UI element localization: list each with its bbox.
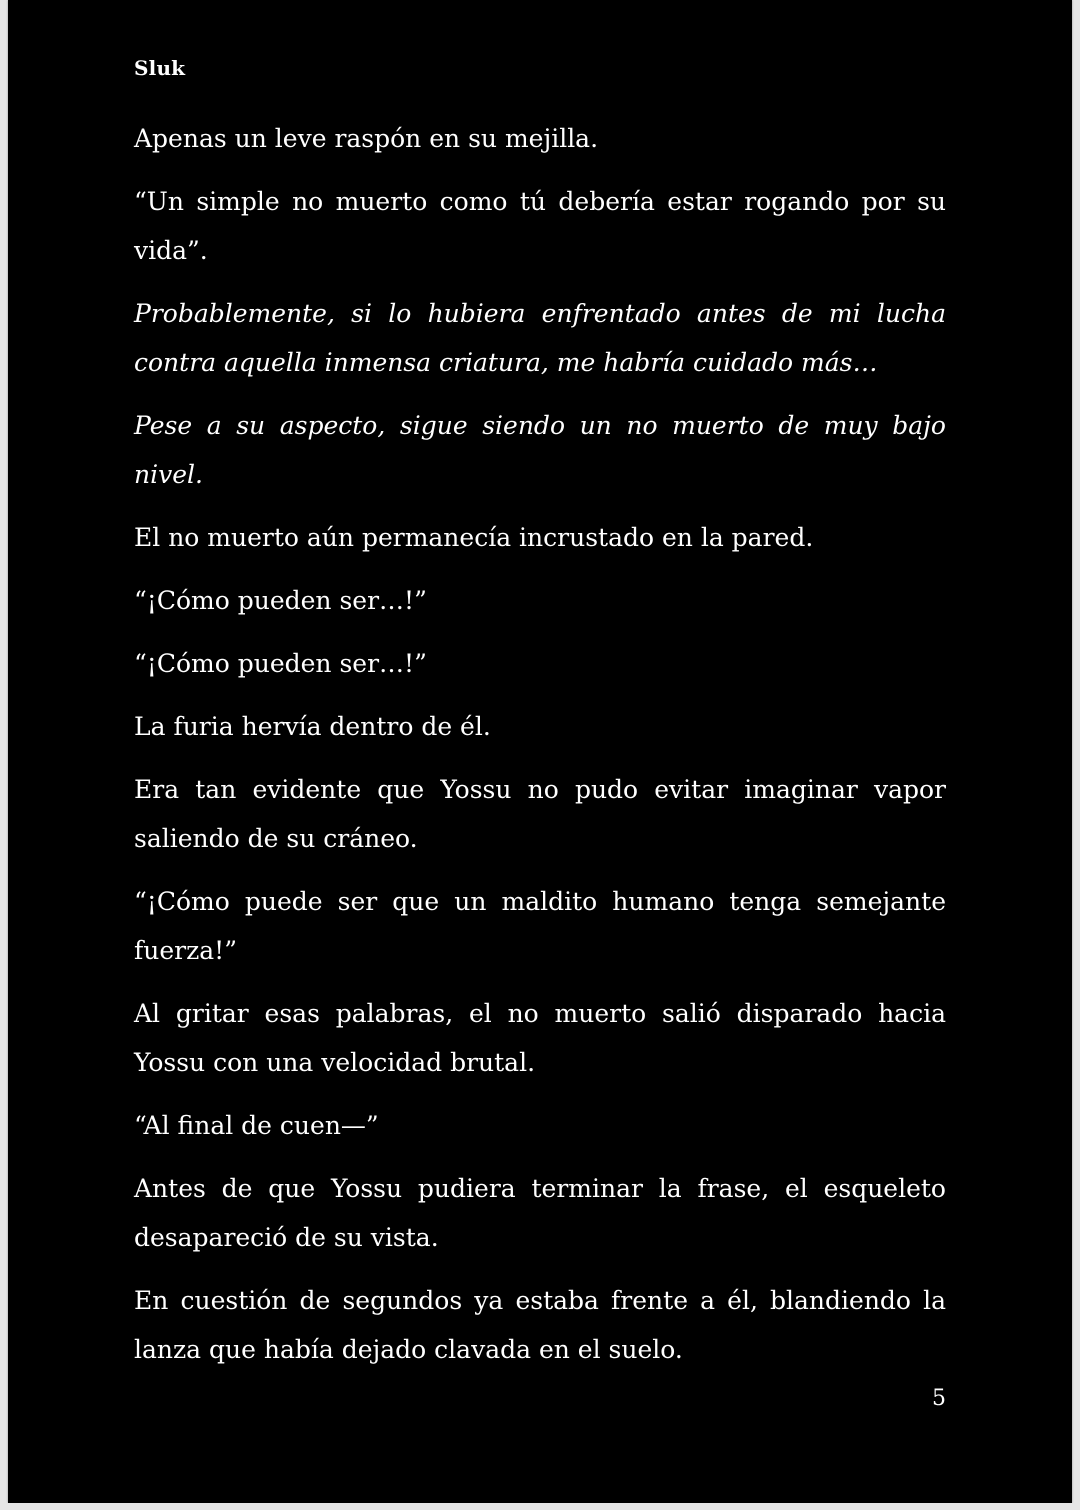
paragraph: Era tan evidente que Yossu no pudo evitar imaginar vapor saliendo de su cráneo. [134, 775, 946, 853]
viewer-bottom-margin [0, 1503, 1080, 1510]
paragraph: Apenas un leve raspón en su mejilla. [134, 124, 599, 153]
paragraph: “¡Cómo pueden ser…!” [134, 586, 427, 615]
paragraph: “Un simple no muerto como tú debería estar rogando por su vida”. [134, 187, 946, 265]
paragraph: “¡Cómo puede ser que un maldito humano tenga semejante fuerza!” [134, 887, 946, 965]
paragraph: La furia hervía dentro de él. [134, 712, 491, 741]
paragraph: Antes de que Yossu pudiera terminar la frase, el esqueleto desapareció de su vista. [134, 1174, 946, 1252]
page-body-text [134, 114, 946, 1388]
paragraph: Al gritar esas palabras, el no muerto salió disparado hacia Yossu con una velocidad brutal. [134, 999, 946, 1077]
document-page [8, 0, 1072, 1503]
paragraph: “¡Cómo pueden ser…!” [134, 649, 427, 678]
page-number: 5 [932, 1386, 946, 1411]
paragraph: En cuestión de segundos ya estaba frente a él, blandiendo la lanza que había dejado clavada en el suelo. [134, 1286, 946, 1364]
paragraph-italic: Probablemente, si lo hubiera enfrentado antes de mi lucha contra aquella inmensa criatura, me habría cuidado más… [134, 299, 946, 377]
running-title: Sluk [134, 56, 186, 80]
paragraph: El no muerto aún permanecía incrustado en la pared. [134, 523, 814, 552]
paragraph: “Al final de cuen—” [134, 1111, 379, 1140]
paragraph-italic: Pese a su aspecto, sigue siendo un no muerto de muy bajo nivel. [134, 411, 946, 489]
